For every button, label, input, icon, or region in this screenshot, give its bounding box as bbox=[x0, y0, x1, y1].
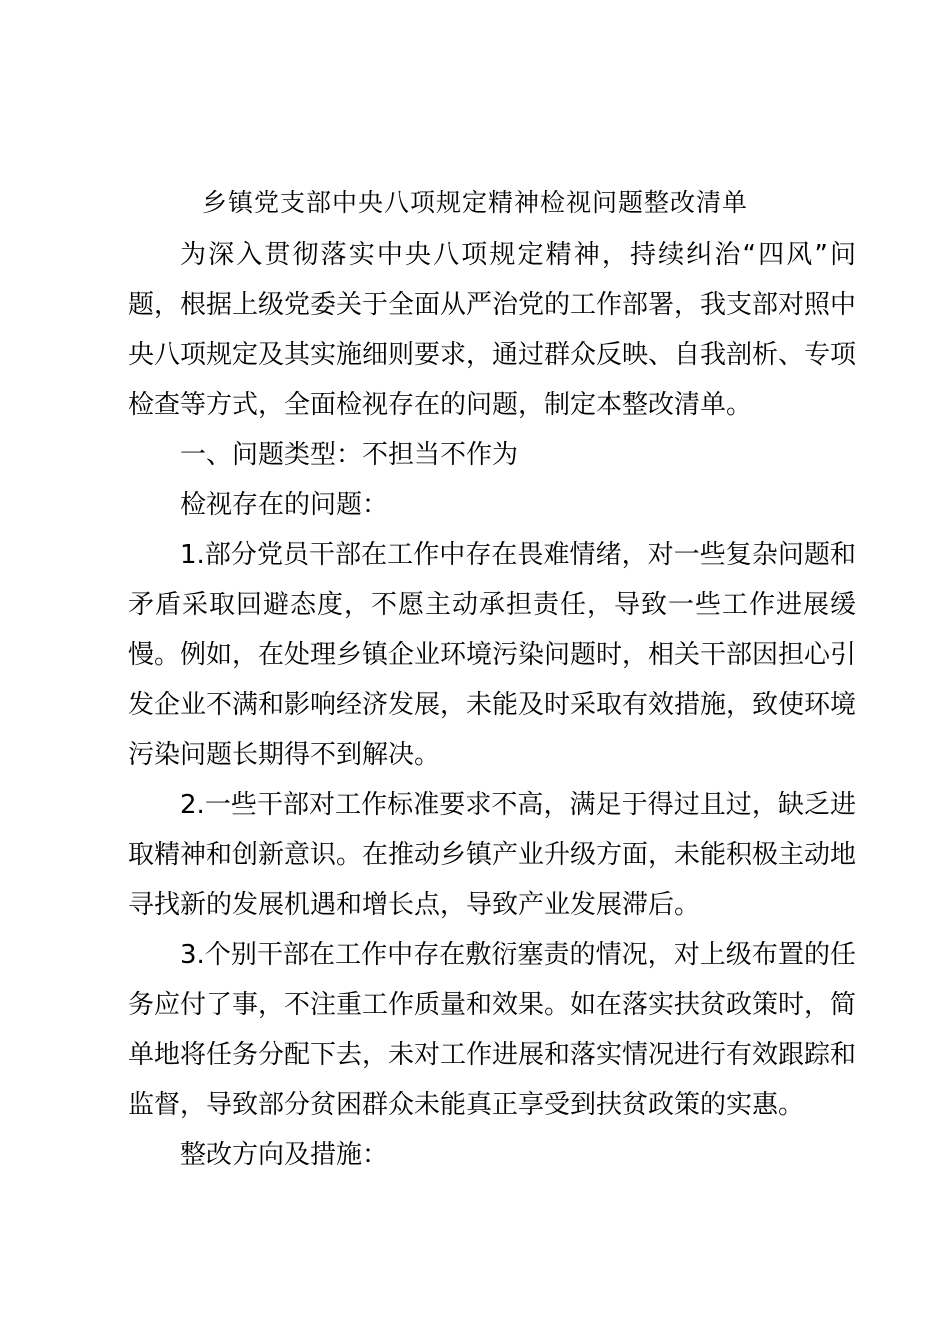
document-title: 乡镇党支部中央八项规定精神检视问题整改清单 bbox=[201, 188, 748, 217]
measures-heading: 整改方向及措施： bbox=[180, 1140, 389, 1170]
section-heading: 一、问题类型：不担当不作为 bbox=[180, 440, 519, 470]
problem-item: 2.一些干部对工作标准要求不高，满足于得过且过，缺乏进取精神和创新意识。在推动乡镇产业升级方面，未能积极主动地寻找新的发展机遇和增长点，导致产业发展滞后。 bbox=[128, 790, 857, 920]
document-body bbox=[128, 230, 856, 1180]
problem-item: 1.部分党员干部在工作中存在畏难情绪，对一些复杂问题和矛盾采取回避态度，不愿主动承担责任，导致一些工作进展缓慢。例如，在处理乡镇企业环境污染问题时，相关干部因担心引发企业不满和影响经济发展，未能及时采取有效措施，致使环境污染问题长期得不到解决。 bbox=[128, 540, 857, 770]
problems-heading: 检视存在的问题： bbox=[180, 490, 389, 520]
problem-item: 3.个别干部在工作中存在敷衍塞责的情况，对上级布置的任务应付了事，不注重工作质量和效果。如在落实扶贫政策时，简单地将任务分配下去，未对工作进展和落实情况进行有效跟踪和监督，导致部分贫困群众未能真正享受到扶贫政策的实惠。 bbox=[128, 940, 857, 1120]
intro-paragraph: 为深入贯彻落实中央八项规定精神，持续纠治“四风”问题，根据上级党委关于全面从严治党的工作部署，我支部对照中央八项规定及其实施细则要求，通过群众反映、自我剖析、专项检查等方式，全面检视存在的问题，制定本整改清单。 bbox=[128, 240, 857, 420]
